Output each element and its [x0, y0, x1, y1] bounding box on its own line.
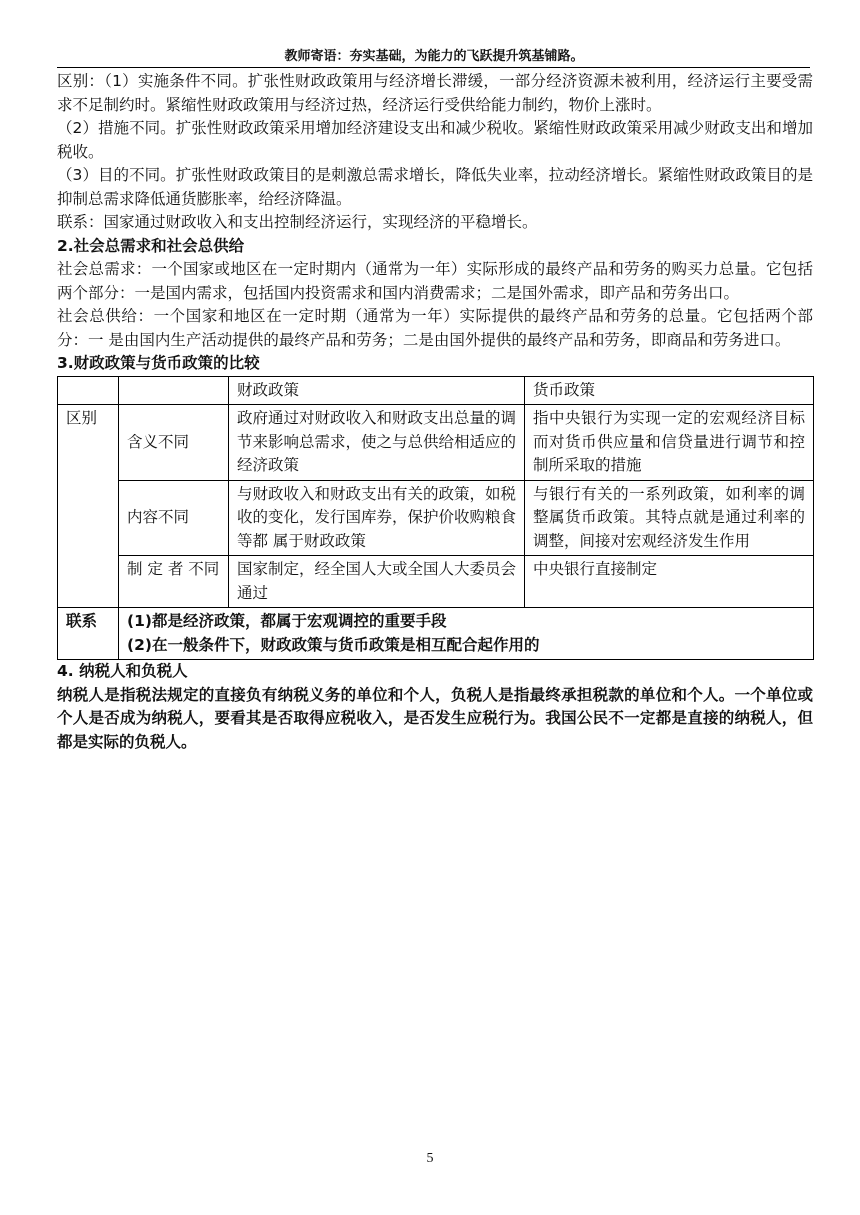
table-row-label: 含义不同 [119, 405, 229, 481]
paragraph-difference-2: （2）措施不同。扩张性财政政策采用增加经济建设支出和减少税收。紧缩性财政政策采用减少财政支出和增加税收。 [57, 119, 813, 161]
table-corner-cell [58, 376, 119, 405]
table-link-line: (1)都是经济政策，都属于宏观调控的重要手段 [127, 612, 447, 630]
comparison-table [57, 376, 814, 661]
table-link-cell [119, 608, 814, 660]
section-4-title: 4. 纳税人和负税人 [57, 662, 188, 680]
paragraph-connection: 联系：国家通过财政收入和支出控制经济运行，实现经济的平稳增长。 [57, 213, 538, 231]
paragraph-aggregate-demand: 社会总需求：一个国家或地区在一定时期内（通常为一年）实际形成的最终产品和劳务的购买力总量。它包括两个部分：一是国内需求，包括国内投资需求和国内消费需求；二是国外需求，即产品和劳务出口。 [57, 260, 813, 302]
table-row [58, 480, 814, 556]
table-link-line: (2)在一般条件下，财政政策与货币政策是相互配合起作用的 [127, 635, 540, 654]
table-row [58, 405, 814, 481]
table-row-label: 制 定 者 不同 [119, 556, 229, 608]
table-cell-monetary: 中央银行直接制定 [525, 556, 814, 608]
table-cell-fiscal: 与财政收入和财政支出有关的政策，如税收的变化，发行国库券，保护价收购粮食等都 属于财政政策 [229, 480, 525, 556]
paragraph-aggregate-supply: 社会总供给：一个国家和地区在一定时期（通常为一年）实际提供的最终产品和劳务的总量。它包括两个部分：一 是由国内生产活动提供的最终产品和劳务；二是由国外提供的最终产品和劳务，即商品和劳务进口。 [57, 307, 813, 349]
section-3-title: 3.财政政策与货币政策的比较 [57, 354, 260, 372]
table-link-label: 联系 [58, 608, 119, 660]
document-body [57, 70, 813, 754]
table-row [58, 608, 814, 660]
section-2-title: 2.社会总需求和社会总供给 [57, 236, 245, 255]
table-header-monetary: 货币政策 [525, 376, 814, 405]
table-row-label: 内容不同 [119, 480, 229, 556]
header-rule [57, 67, 810, 68]
table-cell-fiscal: 政府通过对财政收入和财政支出总量的调节来影响总需求，使之与总供给相适应的经济政策 [229, 405, 525, 481]
table-corner-cell [119, 376, 229, 405]
paragraph-difference-3: （3）目的不同。扩张性财政政策目的是刺激总需求增长，降低失业率，拉动经济增长。紧缩性财政政策目的是抑制总需求降低通货膨胀率，给经济降温。 [57, 166, 813, 208]
table-row [58, 556, 814, 608]
table-diff-label: 区别 [58, 405, 119, 608]
paragraph-difference-1: 区别：（1）实施条件不同。扩张性财政政策用与经济增长滞缓，一部分经济资源未被利用，经济运行主要受需求不足制约时。紧缩性财政政策用与经济过热，经济运行受供给能力制约，物价上涨时。 [57, 72, 813, 114]
table-cell-monetary: 指中央银行为实现一定的宏观经济目标而对货币供应量和信贷量进行调节和控制所采取的措施 [525, 405, 814, 481]
table-cell-fiscal: 国家制定，经全国人大或全国人大委员会通过 [229, 556, 525, 608]
page-header: 教师寄语：夯实基础，为能力的飞跃提升筑基铺路。 [284, 49, 584, 64]
table-header-fiscal: 财政政策 [229, 376, 525, 405]
paragraph-taxpayer: 纳税人是指税法规定的直接负有纳税义务的单位和个人，负税人是指最终承担税款的单位和个人。一个单位或个人是否成为纳税人，要看其是否取得应税收入，是否发生应税行为。我国公民不一定都是直接的纳税人，但都是实际的负税人。 [57, 685, 813, 751]
table-header-row [58, 376, 814, 405]
table-cell-monetary: 与银行有关的一系列政策，如利率的调整属货币政策。其特点就是通过利率的调整，间接对宏观经济发生作用 [525, 480, 814, 556]
page-number: 5 [426, 1151, 434, 1166]
